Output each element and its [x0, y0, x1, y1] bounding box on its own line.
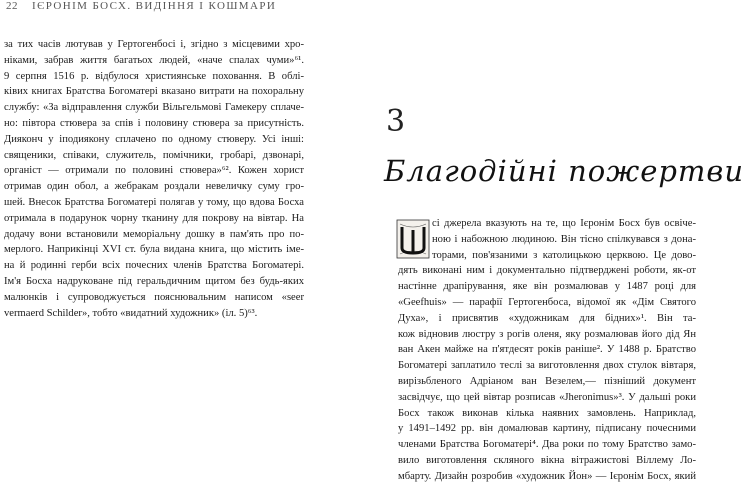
text-line: священики, співаки, служитель, помічники, гробарі, дзвонарі, [4, 149, 304, 161]
text-line: ніками, забрав життя багатьох людей, «наче спалах чуми»⁶¹. [4, 54, 304, 66]
right-text-column [398, 216, 696, 485]
drop-cap-initial [394, 218, 432, 260]
text-line: вило виготовлення скляного вікна вітражистові Віллему Ло- [398, 454, 696, 466]
text-line: членами Братства Богоматері⁴. Два роки по тому Братство замо- [398, 439, 696, 451]
text-line: кож відновив люстру з рогів оленя, яку розмалював його дід Ян [398, 328, 696, 340]
text-line: органіст — отримали по половині стювера»⁶². Кожен хорист [4, 165, 304, 177]
text-line: сі джерела вказують на те, що Ієронім Босх був освіче- [432, 218, 696, 229]
text-line: Ім'я Босха надруковане під геральдичним щитом без будь-яких [4, 275, 304, 287]
text-line: шей. Внесок Братства Богоматері полягав у тому, що вдова Босха [4, 196, 304, 208]
text-line: ною і набожною людиною. Він тісно спілкувався з дона- [432, 233, 696, 245]
drop-cap-ornament-icon [394, 218, 432, 260]
text-line: vermaerd Schilder», тобто «видатний художник» (іл. 5)⁶³. [4, 307, 258, 319]
text-line: додачу вони встановили меморіальну дошку в пам'ять про по- [4, 228, 304, 240]
chapter-title: Благодійні пожертви [384, 154, 744, 188]
text-line: Духа», і присвятив «художникам для бідних»¹. Він та- [398, 312, 696, 324]
text-line: засвідчує, що цей вівтар розписав «Jheronimus»³. У дальші роки [398, 391, 696, 403]
text-line: «Geefhuis» — парафії Гертогенбоса, відомої як «Дім Святого [398, 296, 696, 308]
text-line: Дияконч у іподиякону сплачено по одному стюверу. Усі інші: [4, 133, 304, 145]
text-line: службу: «За відправлення служби Вільгельмові Гамекеру сплаче- [4, 102, 304, 114]
text-line: ван Акен майже на п'ятдесят років раніше². У 1488 р. Братство [398, 344, 696, 356]
text-line: ківих книгах Братства Богоматері вказано витрати на похоральну [4, 86, 304, 98]
text-line: отримала в подарунок чорну тканину для покрову на вівтар. На [4, 212, 304, 224]
text-line: но: півтора стювера за спів і половину стювера за присутність. [4, 117, 304, 129]
text-line: вирізьбленого Адріаном ван Везелем,— пізніший документ [398, 375, 696, 387]
text-line: 9 серпня 1516 р. відбулося християнське поховання. В облі- [4, 70, 304, 82]
text-line: на й родинні герби всіх почесних членів Братства Богоматері. [4, 260, 304, 272]
text-line: малюнків і супроводжується пояснювальним написом «seer [4, 291, 304, 303]
text-line: мбарту. Дизайн розробив «художник Йон» — Ієронім Босх, який [398, 470, 696, 482]
text-line: за тих часів лютував у Гертогенбосі і, згідно з місцевими хро- [4, 39, 304, 50]
text-line: мерлого. Наприкінці XVI ст. була видана книга, що містить іме- [4, 244, 304, 256]
text-line: отримав один обол, а жебракам роздали невеличку суму гро- [4, 181, 304, 193]
running-header [6, 0, 276, 14]
page-number: 22 [6, 0, 18, 12]
text-line: торами, пов'язаними з католицькою церквою. Це дово- [432, 249, 696, 261]
text-line: Богоматері заплатило теслі за виготовлення двох стулок вівтаря, [398, 360, 696, 372]
running-title: ІЄРОНІМ БОСХ. ВИДІННЯ І КОШМАРИ [32, 0, 277, 12]
chapter-number: 3 [386, 104, 406, 139]
text-line: Босх також виконав кілька наявних замовлень. Наприклад, [398, 407, 696, 419]
left-text-column [4, 37, 304, 321]
text-line: дять виконані ним і документально підтверджені роботи, як-от [398, 265, 696, 277]
text-line: у 1491–1492 рр. він домалював картину, підписану почесними [398, 423, 696, 435]
text-line: настінне драпірування, яке він розмалював у 1487 році для [398, 281, 696, 293]
